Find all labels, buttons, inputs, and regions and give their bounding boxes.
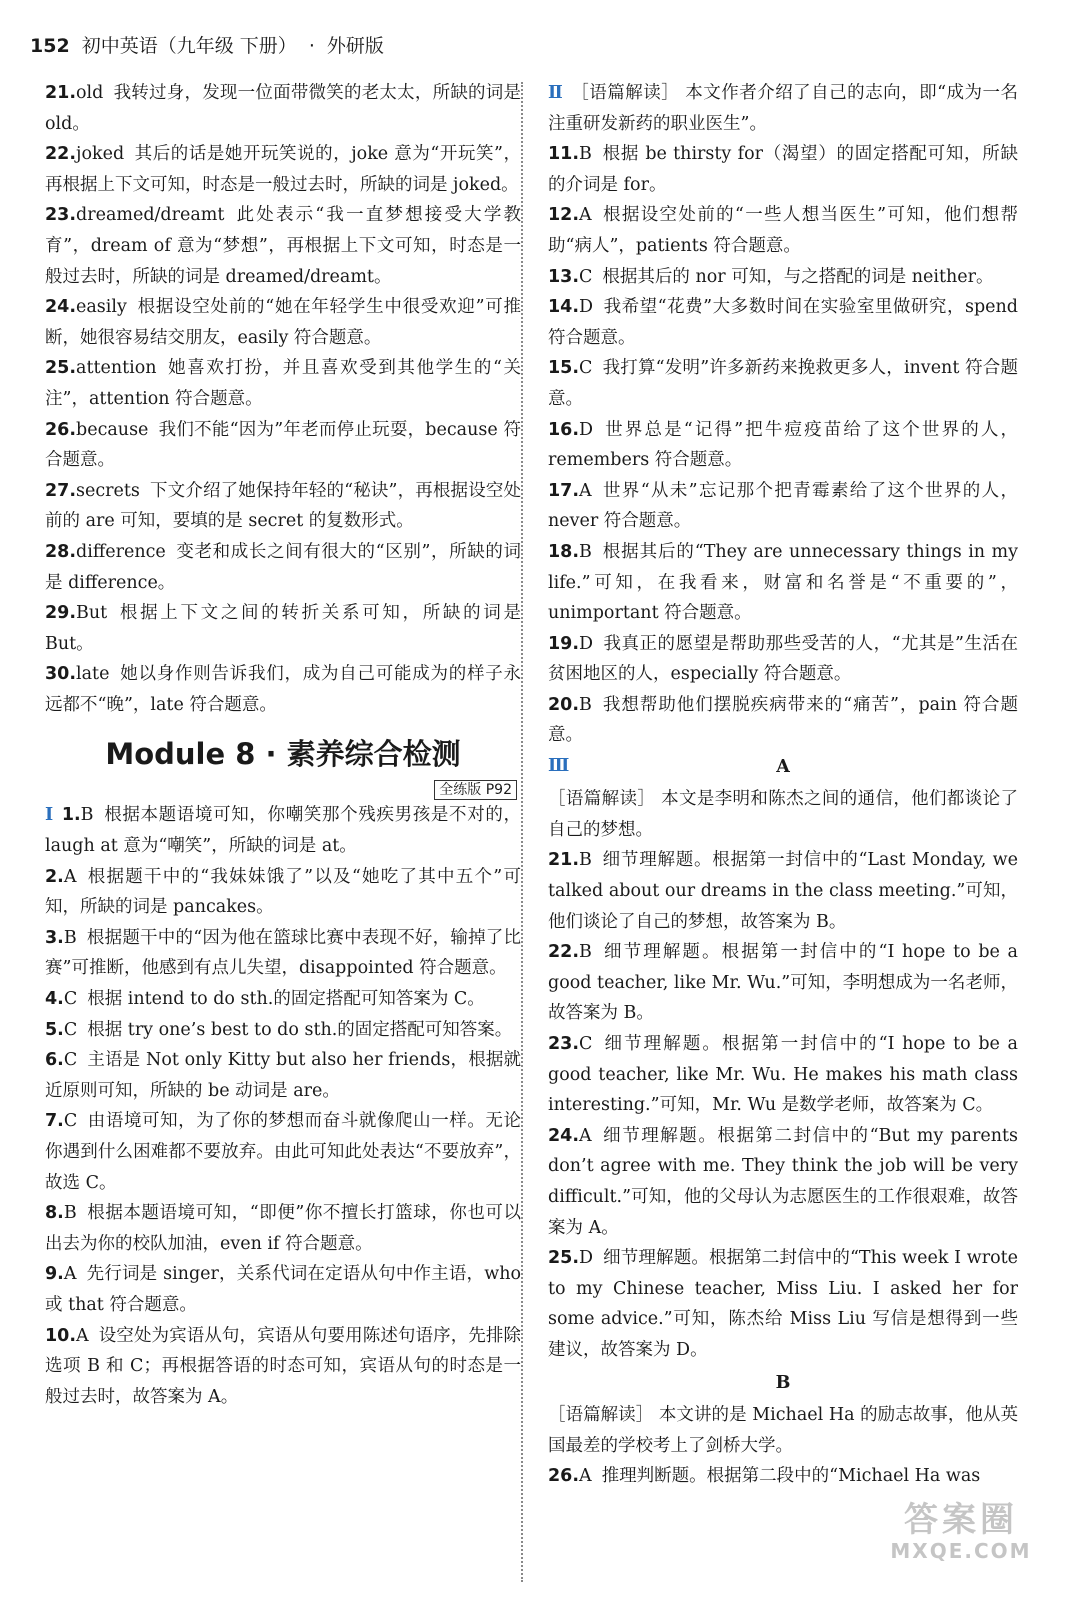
question-number: 21. <box>45 83 77 103</box>
part-b-label: B <box>775 1372 791 1393</box>
answer-key: old <box>76 83 104 103</box>
answer-key: C <box>579 266 593 287</box>
explanation-text: 我希望“花费”大多数时间在实验室里做研究，spend 符合题意。 <box>548 297 1018 348</box>
answer-key: attention <box>76 358 157 379</box>
answer-entry <box>548 937 1018 1029</box>
question-number: 26. <box>45 419 77 440</box>
answer-key: B <box>579 850 592 871</box>
site-watermark <box>866 1500 1056 1570</box>
answer-key: B <box>579 144 592 165</box>
question-number: 24. <box>548 1125 580 1146</box>
book-edition: 外研版 <box>326 35 384 57</box>
explanation-text: 根据上下文之间的转折关系可知，所缺的词是 But。 <box>45 603 521 654</box>
answer-entry <box>548 690 1018 751</box>
answer-key: because <box>76 419 149 440</box>
answer-entry <box>45 598 521 659</box>
answer-key: C <box>579 358 593 379</box>
answer-entry <box>548 415 1018 476</box>
answer-entry <box>45 1259 521 1320</box>
question-number: 13. <box>548 266 580 287</box>
answer-entry <box>548 1461 1018 1492</box>
answer-entry <box>548 537 1018 629</box>
explanation-text: 其后的话是她开玩笑说的，joke 意为“开玩笑”，再根据上下文可知，时态是一般过去时，所缺的词是 joked。 <box>45 144 521 195</box>
section2-label: Ⅱ <box>548 83 564 103</box>
explanation-text: 细节理解题。根据第二封信中的“But my parents don’t agree with me. They think the job will be very difficult.”可知，他的父母认为志愿医生的工作很艰难，故答案为 A。 <box>548 1125 1018 1238</box>
answer-key: C <box>63 1111 78 1132</box>
section1-label: Ⅰ <box>45 805 54 826</box>
answer-key: A <box>579 1125 592 1146</box>
explanation-text: 她以身作则告诉我们，成为自己可能成为的样子永远都不“晚”，late 符合题意。 <box>45 664 521 715</box>
question-number: 1. <box>61 805 81 826</box>
answer-key: A <box>63 1264 77 1285</box>
answer-key: C <box>63 1050 78 1071</box>
explanation-text: 设空处为宾语从句，宾语从句要用陈述句语序，先排除选项 B 和 C；再根据答语的时态可知，宾语从句的时态是一般过去时，故答案为 A。 <box>45 1325 521 1407</box>
answer-key: secrets <box>76 480 140 501</box>
explanation-text: 下文介绍了她保持年轻的“秘诀”，再根据设空处前的 are 可知，要填的是 secret 的复数形式。 <box>45 480 521 532</box>
explanation-text: 我真正的愿望是帮助那些受苦的人，“尤其是”生活在贫困地区的人，especially 符合题意。 <box>548 633 1018 685</box>
question-number: 4. <box>45 989 64 1010</box>
answer-entry <box>45 800 521 861</box>
answer-entry <box>548 1029 1018 1121</box>
question-number: 27. <box>45 480 77 501</box>
right-column <box>548 78 1018 1492</box>
answer-list-part-b <box>548 1461 1018 1492</box>
explanation-text: 此处表示“我一直梦想接受大学教育”，dream of 意为“梦想”，再根据上下文可知，时态是一般过去时，所缺的词是 dreamed/dreamt。 <box>45 205 521 287</box>
header-separator: · <box>308 35 315 57</box>
section2-intro <box>548 78 1018 139</box>
question-number: 20. <box>548 694 580 715</box>
answer-entry <box>548 262 1018 293</box>
explanation-text: 变老和成长之间有很大的“区别”，所缺的词是 difference。 <box>45 541 521 593</box>
section2-intro-text: ［语篇解读］ 本文作者介绍了自己的志向，即“成为一名注重研发新药的职业医生”。 <box>548 83 1019 134</box>
answer-entry <box>45 200 521 292</box>
answer-key: A <box>579 480 592 501</box>
explanation-text: 世界“从未”忘记那个把青霉素给了这个世界的人，never 符合题意。 <box>548 480 1018 532</box>
answer-key: B <box>63 1203 77 1224</box>
explanation-text: 世界总是“记得”把牛痘疫苗给了这个世界的人，remembers 符合题意。 <box>548 419 1018 471</box>
explanation-text: 根据其后的“They are unnecessary things in my life.”可知，在我看来，财富和名誉是“不重要的”，unimportant 符合题意。 <box>548 541 1018 624</box>
answer-entry <box>45 862 521 923</box>
explanation-text: 根据 be thirsty for（渴望）的固定搭配可知，所缺的介词是 for。 <box>548 144 1018 195</box>
book-title: 初中英语（九年级 下册） <box>81 35 297 57</box>
answer-key: B <box>579 541 592 562</box>
page-number: 152 <box>30 35 70 57</box>
explanation-text: 细节理解题。根据第一封信中的“I hope to be a good teacher, like Mr. Wu.”可知，李明想成为一名老师，故答案为 B。 <box>548 942 1018 1024</box>
answer-entry <box>45 537 521 598</box>
answer-entry <box>45 415 521 476</box>
question-number: 16. <box>548 419 580 440</box>
answer-entry <box>548 139 1018 200</box>
explanation-text: 根据设空处前的“一些人想当医生”可知，他们想帮助“病人”，patients 符合题意。 <box>548 205 1018 256</box>
answer-entry <box>548 200 1018 261</box>
answer-key: B <box>579 942 592 963</box>
question-number: 17. <box>548 480 580 501</box>
explanation-text: 细节理解题。根据第一封信中的“Last Monday, we talked about our dreams in the class meeting.”可知，他们谈论了自己的梦想，故答案为 B。 <box>548 850 1018 932</box>
question-number: 12. <box>548 205 580 226</box>
answer-key: C <box>63 989 78 1010</box>
answer-entry <box>45 923 521 984</box>
question-number: 23. <box>45 205 77 226</box>
answer-key: B <box>80 805 94 826</box>
question-number: 25. <box>45 358 77 379</box>
answer-entry <box>45 476 521 537</box>
column-divider <box>521 82 523 1582</box>
question-number: 28. <box>45 541 77 562</box>
answer-entry <box>45 1015 521 1046</box>
answer-key: late <box>76 664 110 685</box>
answer-entry <box>45 1045 521 1106</box>
explanation-text: 根据题干中的“因为他在篮球比赛中表现不好，输掉了比赛”可推断，他感到有点儿失望，disappointed 符合题意。 <box>45 927 521 979</box>
explanation-text: 根据题干中的“我妹妹饿了”以及“她吃了其中五个”可知，所缺的词是 pancakes。 <box>45 866 521 918</box>
answer-entry <box>45 984 521 1015</box>
answer-key: D <box>579 419 594 440</box>
part-b-intro: ［语篇解读］ 本文讲的是 Michael Ha 的励志故事，他从英国最差的学校考上了剑桥大学。 <box>548 1405 1018 1456</box>
answer-entry <box>45 1321 521 1413</box>
answer-key: A <box>76 1325 89 1346</box>
explanation-text: 细节理解题。根据第一封信中的“I hope to be a good teacher, like Mr. Wu. He makes his math class interesting.”可知，Mr. Wu 是数学老师，故答案为 C。 <box>548 1034 1018 1116</box>
answer-key: D <box>579 633 594 654</box>
watermark-logo-text: 答案圈 <box>904 1500 1018 1540</box>
question-number: 11. <box>548 144 580 165</box>
answer-list-part1 <box>45 78 521 720</box>
section3-label: Ⅲ <box>548 756 570 777</box>
question-number: 25. <box>548 1248 580 1269</box>
answer-list-section1 <box>45 800 521 1412</box>
question-number: 19. <box>548 633 580 654</box>
answer-key: B <box>63 927 77 948</box>
answer-list-part-a <box>548 845 1018 1365</box>
answer-key: D <box>579 297 594 318</box>
module-title: Module 8 · 素养综合检测 <box>105 737 461 772</box>
explanation-text: 根据本题语境可知，你嘲笑那个残疾男孩是不对的，laugh at 意为“嘲笑”，所缺的词是 at。 <box>45 805 522 857</box>
answer-key: But <box>76 603 108 624</box>
explanation-text: 先行词是 singer，关系代词在定语从句中作主语，who 或 that 符合题意。 <box>45 1264 521 1315</box>
question-number: 24. <box>45 297 77 318</box>
question-number: 14. <box>548 297 580 318</box>
explanation-text: 她喜欢打扮，并且喜欢受到其他学生的“关注”，attention 符合题意。 <box>45 358 521 409</box>
question-number: 3. <box>45 927 64 948</box>
question-number: 23. <box>548 1034 580 1054</box>
answer-entry <box>45 292 521 353</box>
question-number: 10. <box>45 1325 77 1346</box>
question-number: 30. <box>45 664 77 685</box>
watermark-url: MXQE.COM <box>890 1539 1032 1563</box>
answer-key: difference <box>76 541 166 562</box>
answer-key: C <box>63 1019 78 1040</box>
question-number: 21. <box>548 850 580 871</box>
answer-entry <box>45 1106 521 1198</box>
left-column <box>45 78 521 1412</box>
question-number: 5. <box>45 1019 64 1040</box>
part-a-intro: ［语篇解读］ 本文是李明和陈杰之间的通信，他们都谈论了自己的梦想。 <box>548 789 1018 840</box>
part-a-label: A <box>776 756 790 777</box>
answer-key: A <box>63 866 77 887</box>
practice-ref-tag: 全练版 P92 <box>434 780 517 800</box>
question-number: 22. <box>45 144 77 165</box>
answer-entry <box>548 353 1018 414</box>
question-number: 18. <box>548 541 580 562</box>
question-number: 9. <box>45 1264 64 1285</box>
question-number: 6. <box>45 1050 64 1071</box>
explanation-text: 根据设空处前的“她在年轻学生中很受欢迎”可推断，她很容易结交朋友，easily 符合题意。 <box>45 297 521 348</box>
answer-entry <box>548 1243 1018 1365</box>
answer-key: A <box>579 205 592 226</box>
page-header <box>30 30 384 62</box>
answer-key: easily <box>76 297 127 318</box>
explanation-text: 推理判断题。根据第二段中的“Michael Ha was <box>601 1466 981 1487</box>
explanation-text: 由语境可知，为了你的梦想而奋斗就像爬山一样。无论你遇到什么困难都不要放弃。由此可知此处表达“不要放弃”，故选 C。 <box>45 1111 521 1193</box>
explanation-text: 我转过身，发现一位面带微笑的老太太，所缺的词是 old。 <box>45 83 521 134</box>
answer-entry <box>548 629 1018 690</box>
question-number: 7. <box>45 1111 64 1132</box>
explanation-text: 细节理解题。根据第二封信中的“This week I wrote to my Chinese teacher, Miss Liu. I asked her for some advice.”可知，陈杰给 Miss Liu 写信是想得到一些建议，故答案为 D。 <box>548 1248 1018 1360</box>
answer-entry <box>45 1198 521 1259</box>
answer-key: joked <box>76 144 125 165</box>
answer-key: D <box>579 1248 594 1269</box>
answer-entry <box>548 845 1018 937</box>
explanation-text: 我打算“发明”许多新药来挽救更多人，invent 符合题意。 <box>548 358 1018 409</box>
answer-key: B <box>579 694 592 715</box>
answer-entry <box>548 1121 1018 1243</box>
explanation-text: 根据 try one’s best to do sth.的固定搭配可知答案。 <box>87 1019 513 1040</box>
question-number: 15. <box>548 358 580 379</box>
answer-list-section2 <box>548 139 1018 751</box>
answer-key: C <box>579 1034 593 1054</box>
explanation-text: 根据 intend to do sth.的固定搭配可知答案为 C。 <box>87 989 485 1010</box>
explanation-text: 我们不能“因为”年老而停止玩耍，because 符合题意。 <box>45 419 521 471</box>
answer-key: dreamed/dreamt <box>76 205 225 226</box>
answer-entry <box>548 292 1018 353</box>
answer-entry <box>45 139 521 200</box>
answer-entry <box>45 659 521 720</box>
explanation-text: 我想帮助他们摆脱疾病带来的“痛苦”，pain 符合题意。 <box>548 694 1018 746</box>
explanation-text: 根据其后的 nor 可知，与之搭配的词是 neither。 <box>602 266 994 287</box>
answer-entry <box>45 353 521 414</box>
question-number: 2. <box>45 866 64 887</box>
answer-entry <box>45 78 521 139</box>
answer-entry <box>548 476 1018 537</box>
question-number: 26. <box>548 1466 580 1487</box>
explanation-text: 主语是 Not only Kitty but also her friends，根据就近原则可知，所缺的 be 动词是 are。 <box>45 1050 521 1101</box>
explanation-text: 根据本题语境可知，“即便”你不擅长打篮球，你也可以出去为你的校队加油，even if 符合题意。 <box>45 1203 521 1254</box>
question-number: 8. <box>45 1203 64 1224</box>
question-number: 29. <box>45 603 77 624</box>
question-number: 22. <box>548 942 580 963</box>
answer-key: A <box>579 1466 592 1487</box>
